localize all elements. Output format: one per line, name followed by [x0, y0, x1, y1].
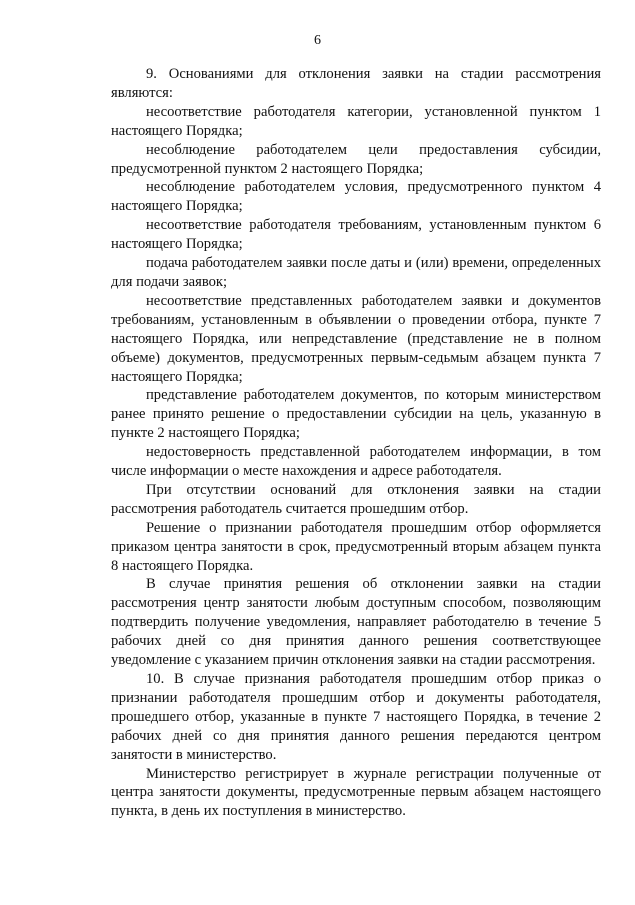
paragraph-passed-selection: При отсутствии оснований для отклонения заявки на стадии рассмотрения работодатель считается прошедшим отбор. — [111, 481, 601, 517]
list-item-false-information: недостоверность представленной работодателем информации, в том числе информации о месте нахождения и адресе работодателя. — [111, 444, 601, 480]
list-item-requirements-mismatch: несоответствие работодателя требованиям, установленным пунктом 6 настоящего Порядка; — [111, 217, 601, 253]
list-item-late-submission: подача работодателем заявки после даты и (или) времени, определенных для подачи заявок; — [111, 255, 601, 290]
document-body — [111, 65, 601, 821]
list-item-purpose-violation: несоблюдение работодателем цели предоставления субсидии, предусмотренной пунктом 2 настоящего Порядка; — [111, 141, 601, 177]
paragraph-ministry-registration: Министерство регистрирует в журнале регистрации полученные от центра занятости документы, предусмотренные первым абзацем настоящего пункта, в день их поступления в министерство. — [111, 765, 601, 820]
list-item-duplicate-documents: представление работодателем документов, по которым министерством ранее принято решение о предоставлении субсидии на цель, указанную в пункте 2 настоящего Порядка; — [111, 387, 601, 442]
paragraph-rejection-notice: В случае принятия решения об отклонении заявки на стадии рассмотрения центр занятости любым доступным способом, позволяющим подтвердить получение уведомления, направляет работодателю в течение 5 рабочих дней со дня принятия данного решения соответствующее уведомление с указанием причин отклонения заявки на стадии рассмотрения. — [111, 576, 601, 669]
page-number: 6 — [314, 33, 321, 48]
list-item-category-mismatch: несоответствие работодателя категории, установленной пунктом 1 настоящего Порядка; — [111, 103, 601, 139]
paragraph-item-9-heading: 9. Основаниями для отклонения заявки на стадии рассмотрения являются: — [111, 66, 601, 101]
paragraph-decision-order: Решение о признании работодателя прошедшим отбор оформляется приказом центра занятости в срок, предусмотренный вторым абзацем пункта 8 настоящего Порядка. — [111, 519, 601, 574]
list-item-documents-mismatch: несоответствие представленных работодателем заявки и документов требованиям, установленным в объявлении о проведении отбора, пункте 7 настоящего Порядка, или непредставление (представление не в полном объеме) документов, предусмотренных первым-седьмым абзацем пункта 7 настоящего Порядка; — [111, 292, 601, 385]
list-item-condition-violation: несоблюдение работодателем условия, предусмотренного пунктом 4 настоящего Порядка; — [111, 179, 601, 215]
paragraph-item-10: 10. В случае признания работодателя прошедшим отбор приказ о признании работодателя прошедшим отбор и документы работодателя, прошедшего отбор, указанные в пункте 7 настоящего Порядка, в течение 2 рабочих дней со дня принятия данного решения передаются центром занятости в министерство. — [111, 671, 601, 763]
